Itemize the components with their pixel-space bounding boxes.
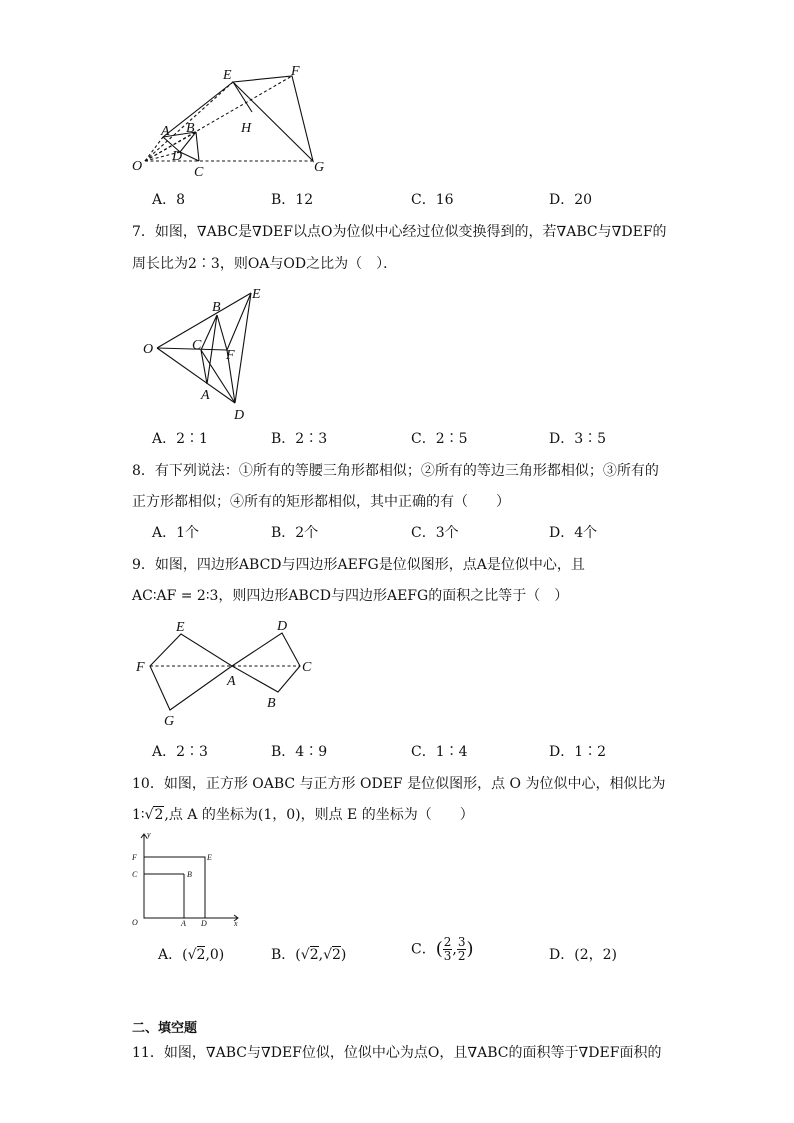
q10-option-a-letter: A． (158, 947, 183, 963)
q10-sqrt-radicand: 2 (154, 807, 164, 823)
fig9-label-F: F (136, 660, 145, 675)
q10-stem-line1: 10．如图，正方形 OABC 与正方形 ODEF 是位似图形，点 O 为位似中心，相似比为 (132, 776, 666, 792)
q10-option-b-close: ) (340, 947, 347, 963)
q10-option-d-letter: D． (549, 947, 575, 963)
sqrt-icon: √ (300, 947, 310, 963)
fig9-label-A: A (227, 674, 236, 689)
q6-option-c[interactable]: C．16 (411, 192, 454, 208)
fig7-label-C: C (192, 338, 202, 353)
fig6-label-G: G (314, 160, 325, 175)
q10-option-c-den-2: 2 (457, 949, 466, 963)
q10-option-a-close: ,0) (205, 947, 225, 963)
fig6-label-D: D (172, 149, 183, 164)
fig10-label-F: F (132, 853, 137, 862)
q8-option-a[interactable]: A．1个 (152, 525, 200, 541)
q10-option-b-comma: , (318, 947, 324, 963)
figure-q7 (135, 283, 275, 423)
q10-ratio-prefix: 1∶ (132, 807, 145, 823)
fig10-label-x: x (234, 919, 238, 928)
q7-stem-line1: 7．如图，∇ABC是∇DEF以点O为位似中心经过位似变换得到的，若∇ABC与∇DEF的 (132, 224, 667, 240)
fig6-label-E: E (223, 68, 232, 83)
q10-option-d[interactable] (549, 945, 617, 965)
q6-option-b[interactable]: B．12 (271, 192, 314, 208)
figure-q6 (125, 60, 345, 185)
section-title: 二、填空题 (132, 1021, 198, 1036)
fig9-label-G: G (164, 714, 175, 729)
q8-option-d[interactable]: D．4个 (549, 525, 598, 541)
q10-option-c-num-2: 3 (457, 935, 466, 949)
sqrt-icon: √ (187, 947, 197, 963)
q10-option-a-open: ( (182, 947, 188, 963)
sqrt-icon: √ (323, 947, 332, 963)
fig10-label-y: y (147, 830, 151, 839)
fig6-label-A: A (161, 124, 170, 139)
fig10-label-D: D (201, 919, 207, 928)
q9-stem-line2: AC∶AF = 2∶3，则四边形ABCD与四边形AEFG的面积之比等于（ ） (132, 588, 569, 604)
fig9-label-B: B (267, 696, 276, 711)
q7-option-d[interactable]: D．3∶5 (549, 431, 607, 447)
q10-option-c-comma: , (452, 941, 457, 958)
q8-stem-line1: 8．有下列说法：①所有的等腰三角形都相似；②所有的等边三角形都相似；③所有的 (132, 463, 659, 479)
fig6-label-F: F (291, 64, 300, 79)
fig10-label-B: B (187, 870, 192, 879)
q8-option-c[interactable]: C．3个 (411, 525, 459, 541)
fig9-label-D: D (277, 619, 288, 634)
q10-option-d-value: (2，2) (574, 947, 617, 963)
fig7-label-A: A (201, 388, 210, 403)
fig9-label-C: C (302, 660, 312, 675)
q10-option-c-den-1: 3 (443, 949, 452, 963)
q6-option-a[interactable]: A．8 (152, 192, 186, 208)
fig10-label-A: A (181, 919, 186, 928)
fig9-label-E: E (176, 620, 185, 635)
fig7-label-F: F (226, 348, 235, 363)
q10-option-c-open: ( (435, 938, 443, 960)
fig6-label-H: H (241, 121, 252, 136)
fig10-label-C: C (132, 870, 138, 879)
q8-stem-line2: 正方形都相似；④所有的矩形都相似，其中正确的有（ ） (132, 494, 510, 510)
q10-option-c-num-1: 2 (443, 935, 452, 949)
q10-option-b-letter: B． (271, 947, 296, 963)
q8-option-b[interactable]: B．2个 (271, 525, 319, 541)
q10-option-c-letter: C． (411, 941, 436, 958)
q7-stem-line2: 周长比为2∶3，则OA与OD之比为（ ）． (132, 256, 398, 272)
q10-sqrt (145, 805, 165, 825)
q11-stem-line1: 11．如图，∇ABC与∇DEF位似，位似中心为点O，且∇ABC的面积等于∇DEF面积的 (132, 1045, 662, 1061)
q10-option-b[interactable] (271, 945, 346, 965)
fig7-label-D: D (234, 408, 245, 423)
q7-option-c[interactable]: C．2∶5 (411, 431, 468, 447)
q10-option-b-radicand-2: 2 (331, 947, 341, 963)
q10-option-c-close: ) (466, 938, 474, 960)
q10-option-c-frac-1 (443, 936, 453, 963)
fig6-label-C: C (194, 165, 204, 180)
q9-option-a[interactable]: A．2∶3 (152, 744, 208, 760)
q9-option-b[interactable]: B．4∶9 (271, 744, 328, 760)
q9-option-d[interactable]: D．1∶2 (549, 744, 607, 760)
q9-option-c[interactable]: C．1∶4 (411, 744, 468, 760)
q6-option-d[interactable]: D．20 (549, 192, 593, 208)
fig7-label-B: B (212, 300, 221, 315)
q9-stem-line1: 9．如图，四边形ABCD与四边形AEFG是位似图形，点A是位似中心，且 (132, 557, 585, 573)
fig6-label-B: B (186, 121, 195, 136)
q10-option-c[interactable] (411, 936, 474, 963)
q10-option-b-open: ( (295, 947, 301, 963)
figure-q10 (128, 828, 243, 930)
figure-q9 (130, 612, 330, 737)
sqrt-icon: √ (144, 807, 154, 823)
fig7-label-E: E (252, 287, 261, 302)
fig10-label-E: E (207, 853, 212, 862)
fig10-label-O: O (132, 918, 138, 927)
q10-option-b-radicand-1: 2 (309, 947, 319, 963)
q7-option-a[interactable]: A．2∶1 (152, 431, 208, 447)
q7-option-b[interactable]: B．2∶3 (271, 431, 328, 447)
q10-stem-rest: ,点 A 的坐标为(1，0)，则点 E 的坐标为（ ） (164, 807, 474, 823)
q10-stem-line2 (132, 805, 474, 825)
fig7-label-O: O (143, 342, 154, 357)
q10-option-a-radicand: 2 (196, 947, 206, 963)
q10-option-a[interactable] (158, 945, 224, 965)
fig6-label-O: O (132, 159, 143, 174)
